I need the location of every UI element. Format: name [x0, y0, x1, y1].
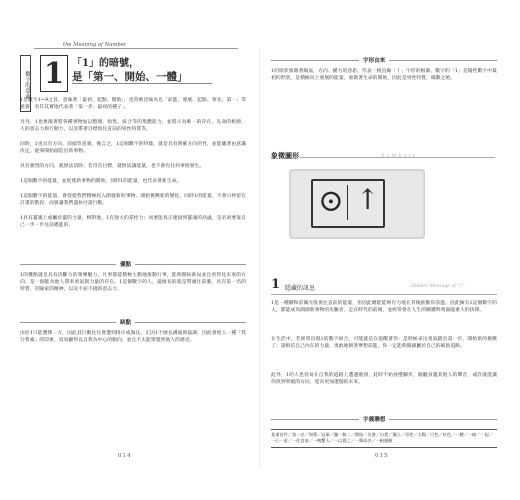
- associations-box: 某項首件／第一名／領導／冠軍／獨一無二／開始／出發／自我／獨立／男性／太陽／白色／紅色／一體／一線／一起／一心一意／一往直前／一鳴驚人／一以貫之／一舉成名／一帆風順: [271, 429, 497, 448]
- section-heading-strength: 優點: [116, 260, 135, 268]
- hidden-message-number: 1: [271, 277, 281, 292]
- symbol-heading: 象徵圖形: [271, 151, 299, 160]
- body-paragraph: 1這個數字的能量，並促使新事物的開始，同時1的能量，也代表著新生命。: [20, 179, 182, 184]
- book-gutter: [259, 48, 260, 468]
- header-rule: [34, 48, 238, 49]
- chapter-title-line2: 是「第一、開始、一體」: [72, 71, 188, 83]
- body-paragraph: 具有強烈的方向，就無法消除；若沒有目標，就無法讓能量，也不會有任何事情發生。: [20, 164, 205, 169]
- weakness-paragraph: 由於1只能選擇一方，因此其行動往往會遭到排斥或淘汰。正因1不擅長溝通與協調，因此會給人一種「我行我素」的印象，容易顯得以自我為中心的傾向，並且不太能察覺到他人的感受。: [20, 331, 246, 344]
- up-arrow-icon: ↑: [356, 183, 380, 216]
- left-page: [20, 42, 247, 468]
- hidden-paragraph: 1是一種剛和雷厲光般勇往直前的能量，但因此總能能夠有力地在背後推動你前進。因此擁有1這個數字的人，都能成為開創新事物的先驅者，走在時代的前端，並經常會在人生的關鍵時刻面臨重大的抉擇。: [271, 301, 497, 314]
- hidden-message-english: Hidden Message of "1": [411, 284, 465, 289]
- chapter-tab: 數字的意義: [20, 55, 31, 112]
- big-number: 1: [40, 55, 68, 92]
- hidden-paragraph: 此外，1的人也容易在自我的道路上遭遇瓶頸，此時不妨放慢腳步，傾聽身邊其他人的聲音，或許就能讓你找到突破的方向，迎向更加遼闊的未來。: [271, 373, 497, 386]
- symbol-frame: [311, 179, 385, 228]
- body-paragraph: 1是數字1~9之首，意味著「最初、起點、開始」，也常被比喻為先「前進、發展、起點、領先、第一」等意義，名符其實地代表著「第一步、最初的種子」。: [20, 98, 246, 111]
- hidden-rule: [271, 294, 497, 295]
- title-rule: [72, 83, 212, 84]
- symbol-divider: [347, 185, 348, 220]
- body-paragraph: 1具有靈魂上或屬於靈的力量，相對地，1有強大的掌控力；而要能真正連接到靈魂的高處，是必須要靠自己一步一步往前邁進的。: [20, 216, 246, 229]
- symbol-english: Symbols: [381, 153, 418, 159]
- body-paragraph: 1這個數字的能量，會促使我們積極投入開發新的事物、開始挑戰新的變化，同時1的能量，不會只停留在計畫的階段，而會讓我們盡快付諸行動。: [20, 194, 246, 207]
- right-page: [271, 48, 498, 468]
- page-number: 015: [375, 453, 389, 459]
- section-heading-weakness: 缺點: [116, 318, 135, 326]
- hidden-paragraph: 在生活中，若經常出現1的數字組合，可能就是在提醒著你：是時候拿出勇氣踏出第一步，開始新的挑戰了；請相信自己內在的力量，勇敢地朝著夢想前進，你一定能夠開創屬於自己的嶄新道路。: [271, 337, 497, 350]
- chapter-title-line1: 「1」的暗號，: [72, 58, 139, 69]
- body-paragraph: 另外，1也象徵著將各種事物加以整理、收集、統合等的集體能力，並將示為唯一的存在，先命的根源、人的意志力與行動力，以及帶著目標勇往直前的男性特質等。: [20, 120, 246, 133]
- section-heading-origin: 字形由來: [359, 56, 389, 64]
- origin-paragraph: 1的原狀象徵著陽氣，方向、權力的意思，代表一根直線「丨」字形的根源。數字的「1」是陽性數字中最初的形狀，是積極向上發展的能量，象徵著生命的開始，因此是男性特質，陽數之始。: [271, 69, 497, 82]
- circle-dot-icon: ⊙: [318, 183, 344, 219]
- header-english: the Meaning of Number: [60, 42, 129, 48]
- page-number: 014: [118, 453, 132, 459]
- strength-paragraph: 1的優點就是具有決斷力的領導魅力，凡事都能積極主動地推動行事，能夠開拓新局並且看得見未來的方向，是一個能為他人帶來勇氣與力量的存在。1這個數字的人，最擅長的就是帶頭往前衝，具有第一名的特質、冒險家的精神，以及不屈不撓的意志力。: [20, 273, 246, 293]
- body-paragraph: 同時，1也具有方向、前頭等意義，換言之，1這個數字的特徵，就是具有明確方向的性，並能藏著由意識決定，從零開始創造出新事物。: [20, 142, 246, 155]
- hidden-message-title: 隱藏的訊息: [285, 285, 316, 292]
- section-heading-associations: 字義聯想: [359, 415, 389, 423]
